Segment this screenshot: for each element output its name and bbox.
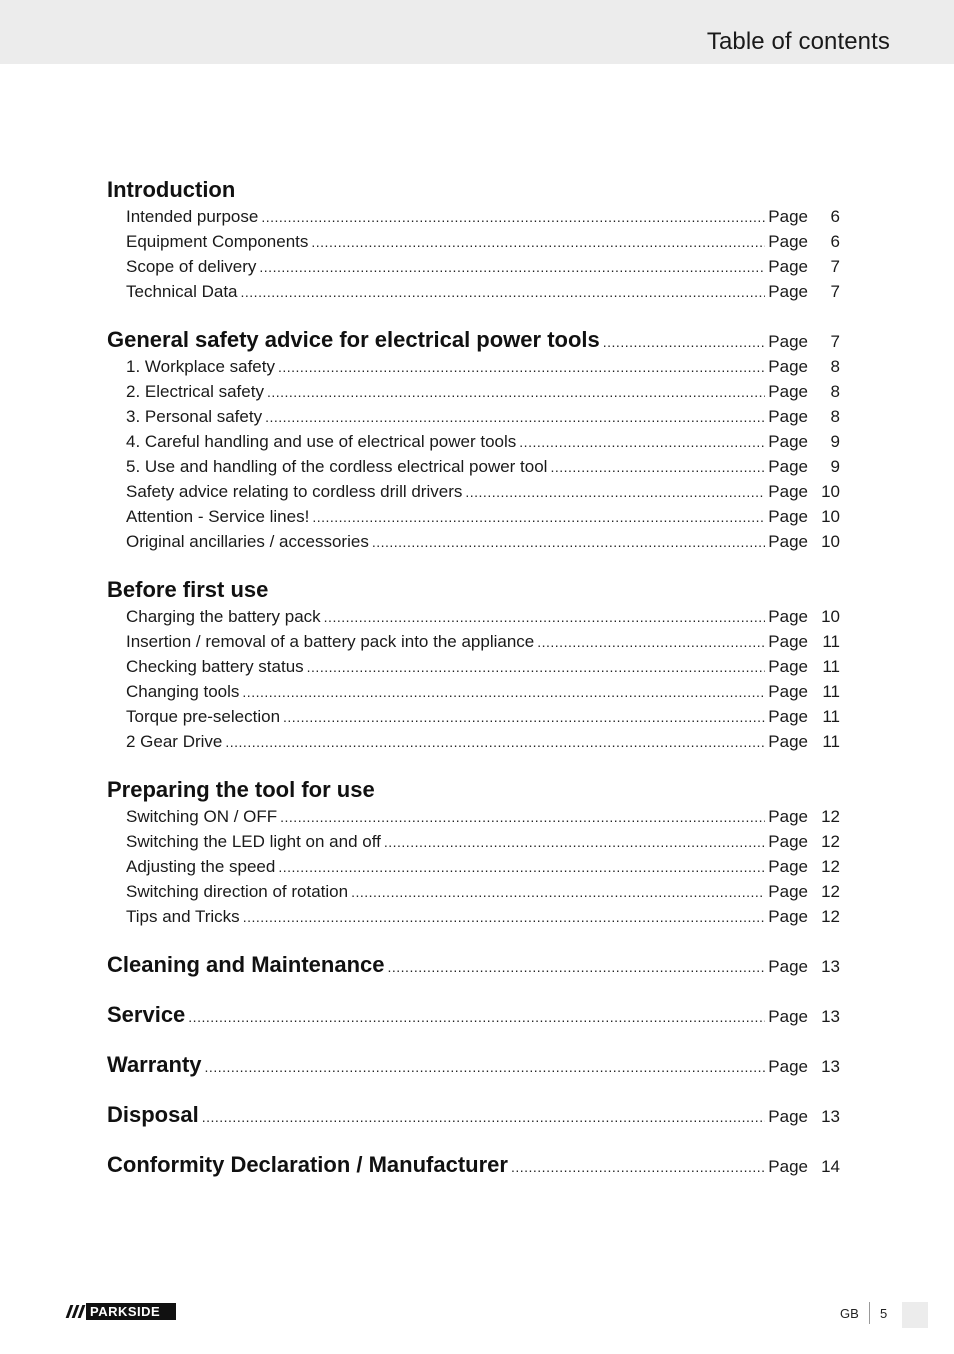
- dot-leader: [312, 505, 765, 530]
- page-number: 11: [822, 682, 840, 701]
- page-label: Page: [768, 1057, 808, 1076]
- entry-title: Changing tools: [126, 682, 240, 701]
- page-label: Page: [768, 357, 808, 376]
- page-label: Page: [768, 1107, 808, 1126]
- toc-entry[interactable]: [107, 629, 840, 654]
- dot-leader: [265, 405, 765, 430]
- toc-entry[interactable]: [107, 904, 840, 929]
- section-heading: Before first use: [107, 577, 269, 602]
- entry-title: Attention - Service lines!: [126, 507, 310, 526]
- dot-leader: [278, 855, 765, 880]
- dot-leader: [242, 680, 765, 705]
- page-label: Page: [768, 432, 808, 451]
- page-label: Page: [768, 682, 808, 701]
- section-heading: Cleaning and Maintenance: [107, 952, 385, 977]
- page-number: 6: [830, 207, 840, 226]
- page-number: 11: [822, 732, 840, 751]
- dot-leader: [188, 1003, 765, 1031]
- entry-title: Adjusting the speed: [126, 857, 276, 876]
- toc-section-introduction: [107, 176, 840, 304]
- dot-leader: [307, 655, 766, 680]
- toc-entry[interactable]: [107, 204, 840, 229]
- section-heading: Warranty: [107, 1052, 202, 1077]
- entry-title: Torque pre-selection: [126, 707, 281, 726]
- section-heading: Preparing the tool for use: [107, 777, 375, 802]
- entry-title: Safety advice relating to cordless drill drivers: [126, 482, 463, 501]
- entry-title: 2. Electrical safety: [126, 382, 264, 401]
- toc-entry[interactable]: [107, 454, 840, 479]
- toc-entry[interactable]: [107, 254, 840, 279]
- toc-entry[interactable]: [107, 479, 840, 504]
- page-label: Page: [768, 282, 808, 301]
- entry-title: Checking battery status: [126, 657, 304, 676]
- entry-title: Insertion / removal of a battery pack into the appliance: [126, 632, 535, 651]
- dot-leader: [324, 605, 766, 630]
- logo-stripes-icon: [64, 1303, 86, 1320]
- page-label: Page: [768, 857, 808, 876]
- page-label: Page: [768, 807, 808, 826]
- dot-leader: [388, 953, 766, 981]
- dot-leader: [243, 905, 766, 930]
- page-number: 10: [821, 482, 840, 501]
- entry-title: 1. Workplace safety: [126, 357, 275, 376]
- dot-leader: [225, 730, 765, 755]
- page-number: 13: [821, 1107, 840, 1126]
- page-number: 10: [821, 507, 840, 526]
- toc-heading-entry[interactable]: [107, 1001, 840, 1029]
- toc-heading-entry[interactable]: [107, 1151, 840, 1179]
- toc-entry[interactable]: [107, 679, 840, 704]
- page-label: Page: [768, 507, 808, 526]
- dot-leader: [278, 355, 765, 380]
- toc-heading-entry[interactable]: [107, 1051, 840, 1079]
- toc-entry[interactable]: [107, 829, 840, 854]
- toc-entry[interactable]: [107, 504, 840, 529]
- page-number: 9: [830, 432, 840, 451]
- entry-title: Switching direction of rotation: [126, 882, 349, 901]
- page-label: Page: [768, 457, 808, 476]
- toc-heading-entry[interactable]: [107, 326, 840, 354]
- toc-entry[interactable]: [107, 354, 840, 379]
- page-number: 12: [821, 907, 840, 926]
- dot-leader: [241, 280, 766, 305]
- dot-leader: [202, 1103, 766, 1131]
- toc-entry[interactable]: [107, 229, 840, 254]
- page-number: 12: [821, 807, 840, 826]
- language-code: GB: [840, 1306, 859, 1321]
- page-label: Page: [768, 607, 808, 626]
- section-heading: Service: [107, 1002, 186, 1027]
- entry-title: Original ancillaries / accessories: [126, 532, 369, 551]
- toc-entry[interactable]: [107, 654, 840, 679]
- page-label: Page: [768, 732, 808, 751]
- toc-entry[interactable]: [107, 879, 840, 904]
- toc-entry[interactable]: [107, 379, 840, 404]
- section-heading: Conformity Declaration / Manufacturer: [107, 1152, 508, 1177]
- dot-leader: [261, 205, 765, 230]
- page-label: Page: [768, 232, 808, 251]
- entry-title: Switching the LED light on and off: [126, 832, 381, 851]
- page-label: Page: [768, 382, 808, 401]
- page-number: 7: [830, 332, 840, 351]
- section-heading: Disposal: [107, 1102, 199, 1127]
- toc-entry[interactable]: [107, 729, 840, 754]
- page-number: 10: [821, 532, 840, 551]
- entry-title: Charging the battery pack: [126, 607, 321, 626]
- page-label: Page: [768, 657, 808, 676]
- toc-entry[interactable]: [107, 529, 840, 554]
- page-label: Page: [768, 407, 808, 426]
- page-number: 13: [821, 1007, 840, 1026]
- page-number: 8: [830, 382, 840, 401]
- page-title: Table of contents: [706, 28, 890, 55]
- toc-heading-entry[interactable]: [107, 1101, 840, 1129]
- page-tab-marker: [902, 1302, 928, 1328]
- table-of-contents: [107, 176, 840, 1179]
- page-label: Page: [768, 907, 808, 926]
- header-bar: [0, 0, 954, 64]
- page-number: 11: [822, 707, 840, 726]
- page-number: 8: [830, 407, 840, 426]
- page-number: 9: [830, 457, 840, 476]
- dot-leader: [537, 630, 765, 655]
- dot-leader: [384, 830, 765, 855]
- brand-name: PARKSIDE: [90, 1304, 161, 1319]
- dot-leader: [351, 880, 765, 905]
- dot-leader: [372, 530, 765, 555]
- entry-title: Technical Data: [126, 282, 238, 301]
- dot-leader: [280, 805, 765, 830]
- page-number: 13: [821, 957, 840, 976]
- toc-section-safety: [107, 326, 840, 554]
- page-number: 12: [821, 832, 840, 851]
- page-label: Page: [768, 1007, 808, 1026]
- page-label: Page: [768, 1157, 808, 1176]
- page-number: 13: [821, 1057, 840, 1076]
- entry-title: Intended purpose: [126, 207, 259, 226]
- page-number: 11: [822, 657, 840, 676]
- entry-title: Equipment Components: [126, 232, 309, 251]
- dot-leader: [550, 455, 765, 480]
- page-label: Page: [768, 482, 808, 501]
- page-label: Page: [768, 532, 808, 551]
- page-label: Page: [768, 707, 808, 726]
- entry-title: 4. Careful handling and use of electrical power tools: [126, 432, 517, 451]
- page-label: Page: [768, 832, 808, 851]
- entry-title: 3. Personal safety: [126, 407, 263, 426]
- page-number: 7: [830, 282, 840, 301]
- dot-leader: [511, 1153, 765, 1181]
- toc-entry[interactable]: [107, 429, 840, 454]
- dot-leader: [283, 705, 765, 730]
- page-label: Page: [768, 332, 808, 351]
- page-number: 12: [821, 857, 840, 876]
- toc-heading-entry[interactable]: [107, 951, 840, 979]
- entry-title: Switching ON / OFF: [126, 807, 278, 826]
- entry-title: 2 Gear Drive: [126, 732, 223, 751]
- entry-title: Tips and Tricks: [126, 907, 240, 926]
- section-heading: Introduction: [107, 177, 236, 202]
- page-number: 7: [830, 257, 840, 276]
- footer-divider: [869, 1302, 870, 1324]
- dot-leader: [267, 380, 765, 405]
- toc-entry[interactable]: [107, 704, 840, 729]
- toc-section-before-first-use: [107, 576, 840, 754]
- dot-leader: [311, 230, 765, 255]
- dot-leader: [259, 255, 765, 280]
- dot-leader: [465, 480, 765, 505]
- toc-entry[interactable]: [107, 804, 840, 829]
- dot-leader: [603, 328, 766, 356]
- dot-leader: [205, 1053, 766, 1081]
- page-label: Page: [768, 257, 808, 276]
- page-number: 10: [821, 607, 840, 626]
- page-number: 6: [830, 232, 840, 251]
- entry-title: 5. Use and handling of the cordless electrical power tool: [126, 457, 548, 476]
- page-number: 14: [821, 1157, 840, 1176]
- page-number: 11: [822, 632, 840, 651]
- page-label: Page: [768, 882, 808, 901]
- toc-entry[interactable]: [107, 279, 840, 304]
- page-number: 8: [830, 357, 840, 376]
- page-label: Page: [768, 207, 808, 226]
- toc-entry[interactable]: [107, 404, 840, 429]
- entry-title: Scope of delivery: [126, 257, 257, 276]
- section-heading: General safety advice for electrical power tools: [107, 327, 600, 352]
- toc-entry[interactable]: [107, 604, 840, 629]
- page-label: Page: [768, 957, 808, 976]
- toc-entry[interactable]: [107, 854, 840, 879]
- brand-logo: [64, 1303, 176, 1320]
- page-number: 12: [821, 882, 840, 901]
- toc-section-preparing: [107, 776, 840, 929]
- page-label: Page: [768, 632, 808, 651]
- page-number-footer: 5: [880, 1306, 888, 1321]
- dot-leader: [519, 430, 765, 455]
